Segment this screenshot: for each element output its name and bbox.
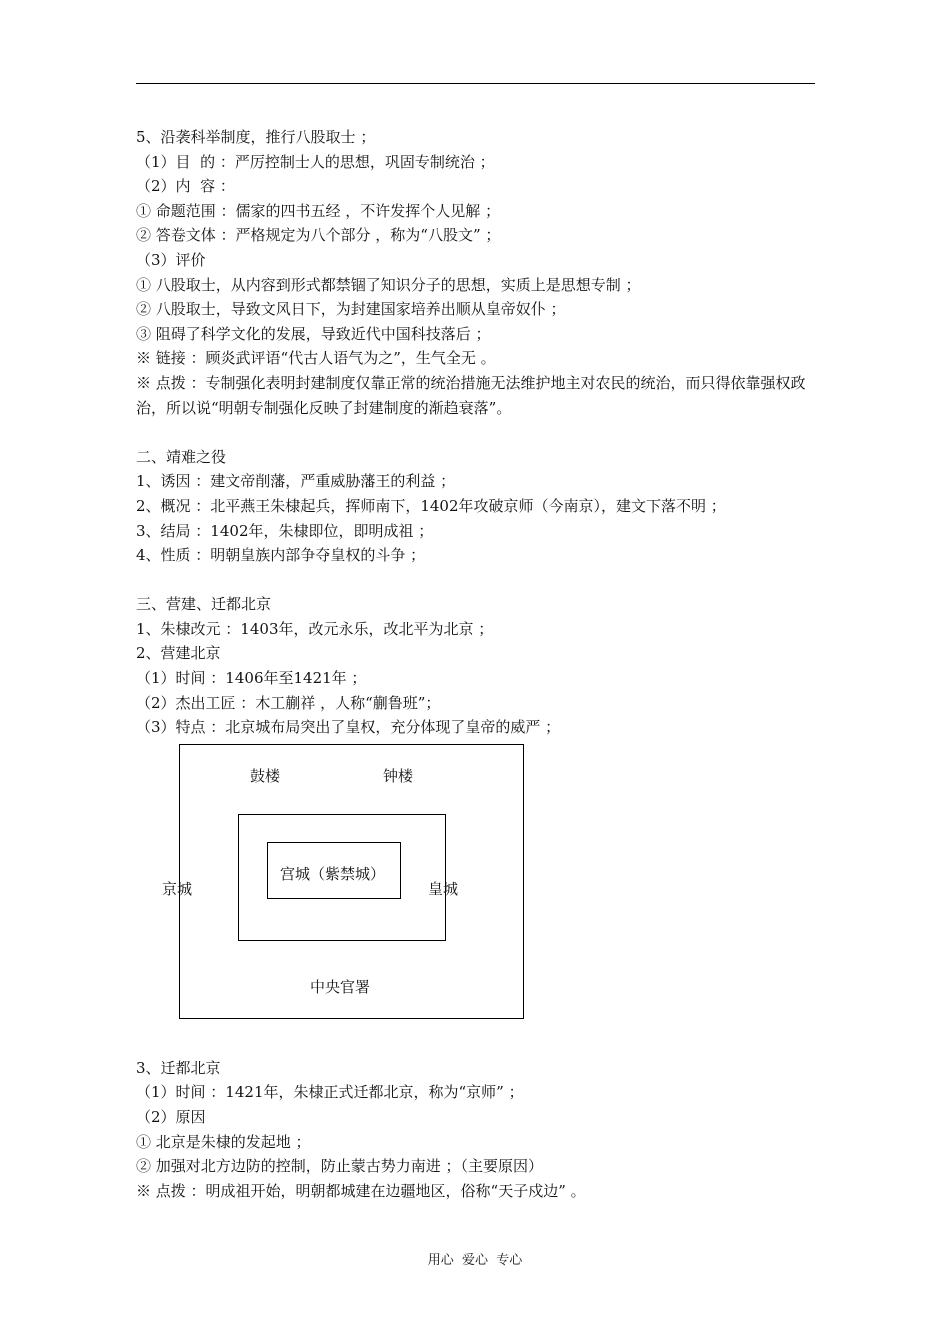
evaluation-title: （3）评价 (136, 250, 206, 269)
content-item-1: ① 命题范围 ：儒家的四书五经 ，不许发挥个人见解 ； (136, 201, 501, 220)
beijing-item-2-1: （1）时间 ：1406年至1421年 ； (136, 669, 367, 688)
evaluation-item-1: ① 八股取士，从内容到形式都禁锢了知识分子的思想，实质上是思想专制 ； (136, 275, 641, 294)
beijing-layout-diagram (136, 744, 816, 1050)
capital-city-label: 京城 (162, 879, 193, 898)
relocation-reason-1: ① 北京是朱棣的发起地 ； (136, 1132, 311, 1151)
content-item-2: ② 答卷文体 ：严格规定为八个部分 ，称为“八股文” ； (136, 226, 501, 245)
imperial-city-label: 皇城 (428, 879, 459, 898)
jingnan-heading: 二、靖难之役 (136, 447, 227, 466)
purpose-line: （1）目 的 ：严厉控制士人的思想，巩固专制统治 ； (136, 152, 495, 171)
beijing-heading: 三、营建、迁都北京 (136, 595, 272, 614)
beijing-item-2-3: （3）特点 ：北京城布局突出了皇权，充分体现了皇帝的威严 ； (136, 718, 561, 737)
beijing-item-2: 2、营建北京 (136, 644, 221, 663)
relocation-reason-2: ② 加强对北方边防的控制，防止蒙古势力南进 ；（主要原因） (136, 1157, 544, 1176)
beijing-item-1: 1、朱棣改元 ：1403年，改元永乐，改北平为北京 ； (136, 619, 494, 638)
document-body (136, 125, 816, 1203)
imperial-exam-heading: 5、沿袭科举制度，推行八股取士 ； (136, 128, 376, 146)
evaluation-item-3: ③ 阻碍了科学文化的发展，导致近代中国科技落后 ； (136, 324, 491, 343)
central-offices-label: 中央官署 (310, 977, 371, 996)
header-rule (136, 83, 815, 84)
evaluation-item-2: ② 八股取士，导致文风日下，为封建国家培养出顺从皇帝奴仆 ； (136, 300, 566, 319)
relocation-time: （1）时间 ：1421年，朱棣正式迁都北京，称为“京师” ； (136, 1083, 524, 1102)
beijing-item-2-2: （2）杰出工匠 ：木工蒯祥 ，人称“蒯鲁班”； (136, 693, 441, 712)
relocation-heading: 3、迁都北京 (136, 1058, 221, 1077)
link-note: ※ 链接 ：顾炎武评语“代古人语气为之”，生气全无 。 (136, 349, 496, 368)
jingnan-item-3: 3、结局 ：1402年，朱棣即位，即明成祖 ； (136, 521, 434, 540)
drum-tower-label: 鼓楼 (250, 766, 281, 785)
jingnan-item-2: 2、概况 ：北平燕王朱棣起兵，挥师南下，1402年攻破京师（今南京），建文下落不明 ； (136, 496, 726, 515)
relocation-reason-title: （2）原因 (136, 1108, 206, 1127)
jingnan-item-4: 4、性质 ：明朝皇族内部争夺皇权的斗争 ； (136, 546, 426, 565)
content-title: （2）内 容 ： (136, 177, 235, 196)
page-footer: 用心 爱心 专心 (427, 1253, 523, 1268)
tip-note: ※ 点拨 ：专制强化表明封建制度仅靠正常的统治措施无法维护地主对农民的统治，而只得依靠强权政治，所以说“明朝专制强化反映了封建制度的渐趋衰落”。 (136, 373, 806, 417)
relocation-tip: ※ 点拨 ：明成祖开始，明朝都城建在边疆地区，俗称“天子戍边” 。 (136, 1181, 586, 1200)
palace-city-label: 宫城（紫禁城） (280, 864, 386, 883)
bell-tower-label: 钟楼 (383, 766, 414, 785)
jingnan-item-1: 1、诱因 ：建文帝削藩，严重威胁藩王的利益 ； (136, 472, 456, 491)
